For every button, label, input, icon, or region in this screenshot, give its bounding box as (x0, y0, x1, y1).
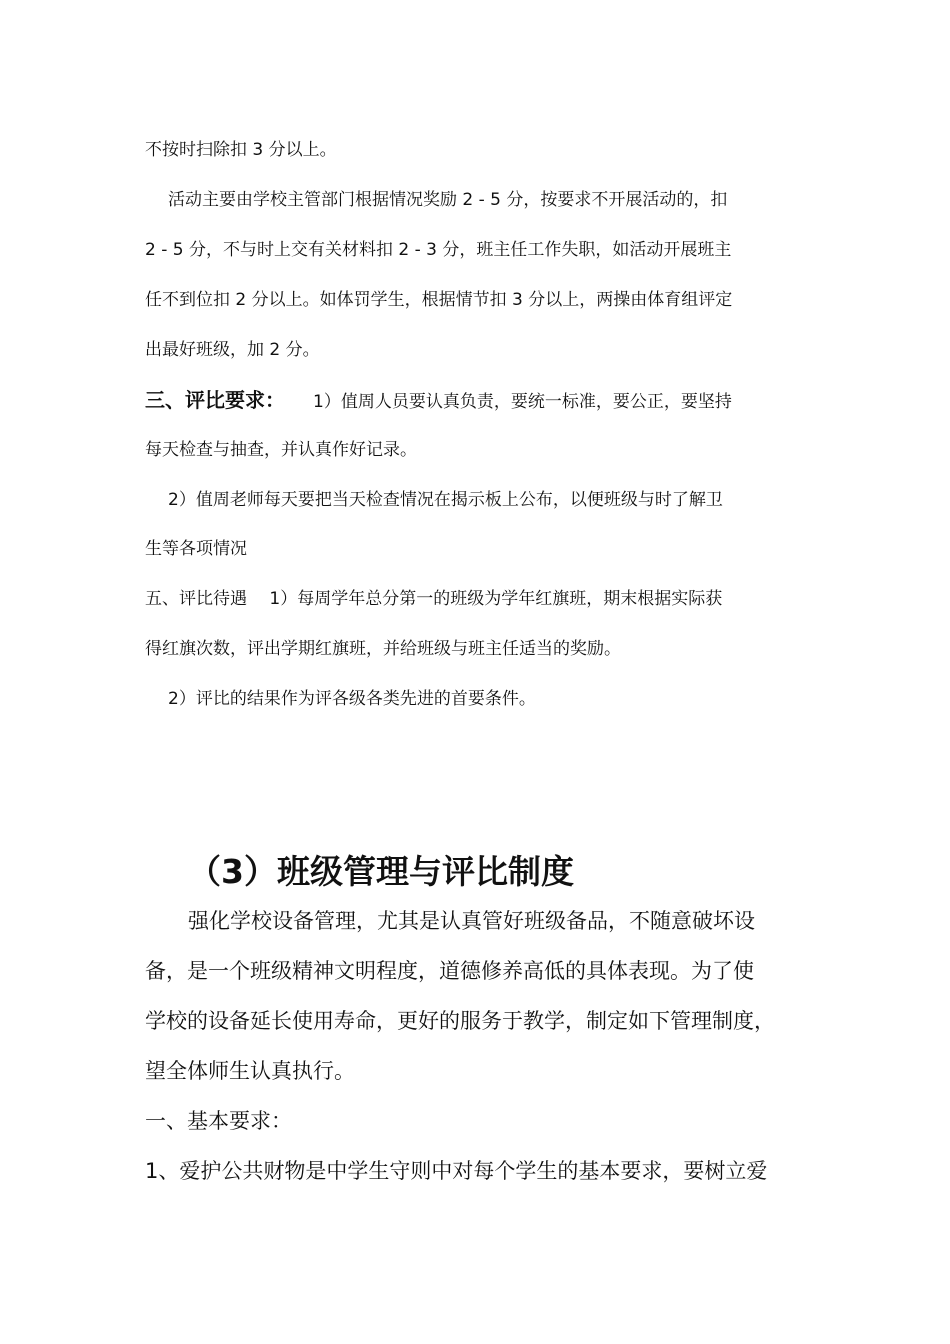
paragraph-line: 望全体师生认真执行。 (145, 1059, 355, 1083)
paragraph-line: 1、爱护公共财物是中学生守则中对每个学生的基本要求，要树立爱 (145, 1159, 768, 1183)
paragraph-text: 1）值周人员要认真负责，要统一标准，要公正，要坚持 (313, 392, 732, 412)
paragraph-line: 得红旗次数，评出学期红旗班，并给班级与班主任适当的奖励。 (145, 639, 621, 659)
section-heading: 三、评比要求： (145, 388, 285, 412)
paragraph-line: 出最好班级，加 2 分。 (145, 340, 320, 360)
paragraph-line: 生等各项情况 (145, 539, 247, 559)
paragraph-line: 活动主要由学校主管部门根据情况奖励 2 - 5 分，按要求不开展活动的，扣 (168, 190, 728, 210)
paragraph-line: 强化学校设备管理，尤其是认真管好班级备品，不随意破坏设 (188, 909, 755, 933)
paragraph-line: 备，是一个班级精神文明程度，道德修养高低的具体表现。为了使 (145, 959, 754, 983)
paragraph-line: 学校的设备延长使用寿命，更好的服务于教学，制定如下管理制度， (145, 1009, 775, 1033)
paragraph-line: 五、评比待遇 1）每周学年总分第一的班级为学年红旗班，期末根据实际获 (145, 589, 723, 609)
paragraph-line: 每天检查与抽查，并认真作好记录。 (145, 440, 417, 460)
paragraph-line: 任不到位扣 2 分以上。如体罚学生，根据情节扣 3 分以上，两操由体育组评定 (145, 290, 733, 310)
paragraph-line: 2）评比的结果作为评各级各类先进的首要条件。 (168, 689, 536, 709)
section-title: （3）班级管理与评比制度 (188, 852, 574, 891)
paragraph-line: 2）值周老师每天要把当天检查情况在揭示板上公布，以便班级与时了解卫 (168, 490, 723, 510)
paragraph-line: 不按时扫除扣 3 分以上。 (145, 140, 337, 160)
section-heading-line (145, 388, 732, 414)
subheading-line: 一、基本要求： (145, 1109, 292, 1133)
paragraph-line: 2 - 5 分，不与时上交有关材料扣 2 - 3 分，班主任工作失职，如活动开展班主 (145, 240, 732, 260)
